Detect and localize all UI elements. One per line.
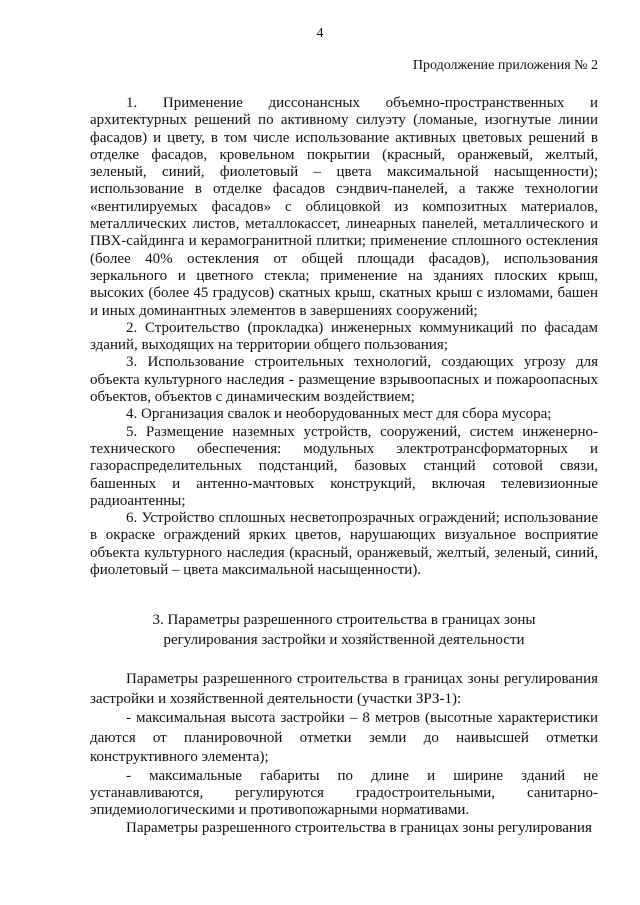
list-item-5: 5. Размещение наземных устройств, сооружений, систем инженерно-технического обеспечения: модульных электротрансформаторных и газораспределительных подстанций, базовых станций сотовой связи, башенных и антенно-мачтовых конструкций, включая телевизионные радиоантенны; <box>90 423 598 509</box>
section-3-heading <box>90 610 598 650</box>
section-3-heading-line-2: регулирования застройки и хозяйственной деятельности <box>163 632 525 649</box>
params-dimensions: - максимальные габариты по длине и ширине зданий не устанавливаются, регулируются градостроительными, санитарно-эпидемиологическими и противопожарными нормативами. <box>90 767 598 819</box>
params-max-height: - максимальная высота застройки – 8 метров (высотные характеристики даются от планировочной отметки земли до наивысшей отметки конструктивного элемента); <box>90 710 598 766</box>
document-body <box>90 95 598 837</box>
appendix-continuation-label: Продолжение приложения № 2 <box>412 58 598 73</box>
list-item-2: 2. Строительство (прокладка) инженерных коммуникаций по фасадам зданий, выходящих на территории общего пользования; <box>90 319 598 354</box>
page-number: 4 <box>316 26 324 41</box>
list-item-1: 1. Применение диссонансных объемно-пространственных и архитектурных решений по активному силуэту (ломаные, изогнутые линии фасадов) и цвету, в том числе использование активных цветовых решений в отделке фасадов, кровельном покрытии (красный, оранжевый, желтый, зеленый, синий, фиолетовый – цвета максимальной насыщенности); использование в отделке фасадов сэндвич-панелей, а также технологии «вентилируемых фасадов» с облицовкой из композитных материалов, металлических листов, металлокассет, линеарных панелей, металлического и ПВХ-сайдинга и керамогранитной плитки; применение сплошного остекления (более 40% остекления от общей площади фасадов), использования зеркального и цветного стекла; применение на зданиях плоских крыш, высоких (более 45 градусов) скатных крыш, скатных крыш с изломами, башен и иных доминантных элементов в завершениях сооружений; <box>90 95 598 319</box>
list-item-6: 6. Устройство сплошных несветопрозрачных ограждений; использование в окраске ограждений ярких цветов, нарушающих визуальное восприятие объекта культурного наследия (красный, оранжевый, желтый, зеленый, синий, фиолетовый – цвета максимальной насыщенности). <box>90 510 598 579</box>
list-item-3: 3. Использование строительных технологий, создающих угрозу для объекта культурного наследия - размещение взрывоопасных и пожароопасных объектов, объектов с динамическим воздействием; <box>90 354 598 406</box>
params-next-paragraph: Параметры разрешенного строительства в границах зоны регулирования <box>126 819 592 836</box>
list-item-4: 4. Организация свалок и необорудованных мест для сбора мусора; <box>126 406 552 423</box>
params-intro: Параметры разрешенного строительства в границах зоны регулирования застройки и хозяйственной деятельности (участки ЗРЗ-1): <box>90 671 598 707</box>
section-3-heading-line-1: 3. Параметры разрешенного строительства в границах зоны <box>152 612 536 629</box>
